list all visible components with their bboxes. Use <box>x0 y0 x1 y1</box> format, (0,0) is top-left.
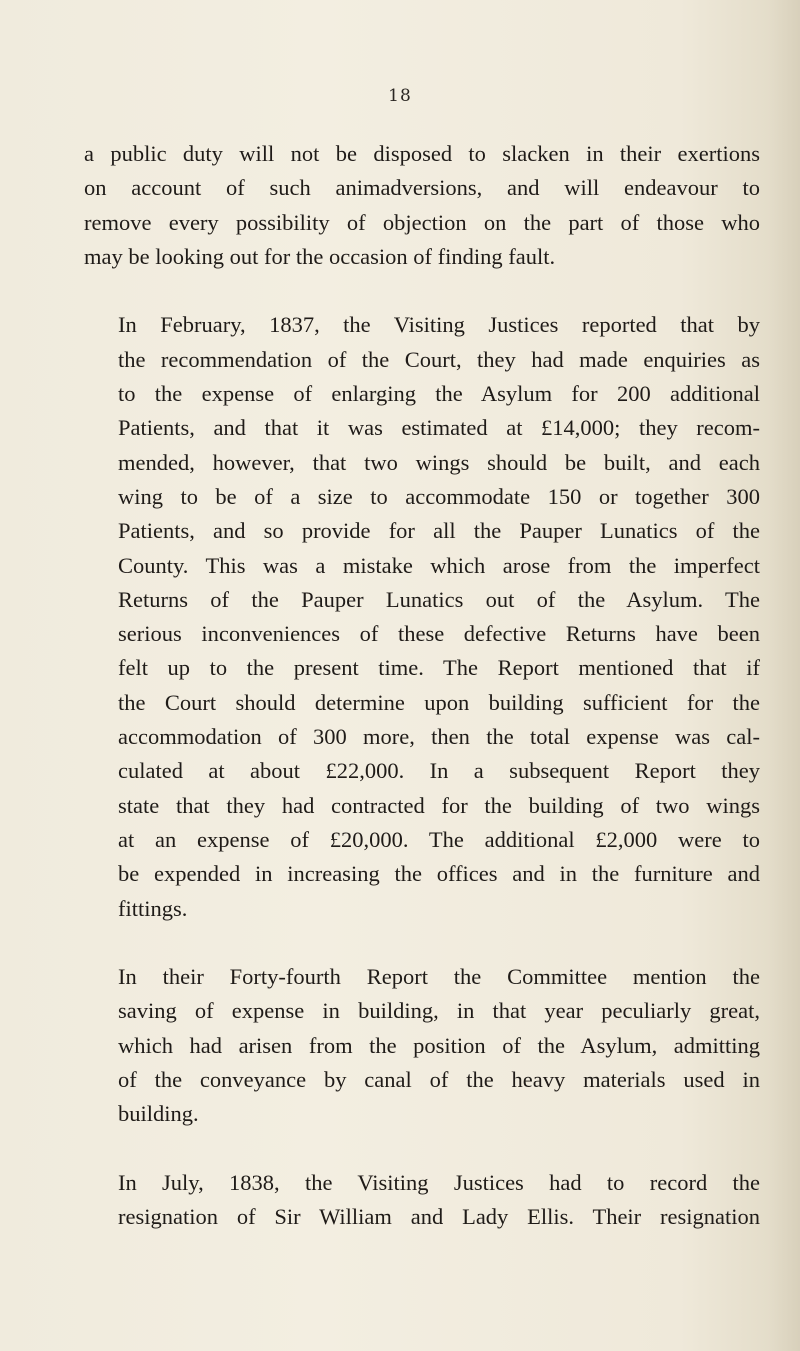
text-line: the Court should determine upon building sufficient for the <box>118 689 760 715</box>
text-line: accommodation of 300 more, then the total expense was cal- <box>118 724 760 750</box>
text-line: mended, however, that two wings should be built, and each <box>118 449 760 475</box>
text-line: of the conveyance by canal of the heavy materials used in <box>118 1067 760 1093</box>
text-line: to the expense of enlarging the Asylum for 200 additional <box>118 381 760 407</box>
paragraph-2 <box>84 308 760 925</box>
paragraph-3 <box>84 960 760 1131</box>
text-line: which had arisen from the position of the Asylum, admitting <box>118 1032 760 1058</box>
text-line: Patients, and so provide for all the Pauper Lunatics of the <box>118 518 760 544</box>
text-line: a public duty will not be disposed to slacken in their exertions <box>84 141 760 166</box>
text-line: fittings. <box>118 895 188 921</box>
text-line: remove every possibility of objection on the part of those who <box>84 209 760 235</box>
page-number: 18 <box>388 86 412 106</box>
text-line: resignation of Sir William and Lady Ellis. Their resignation <box>118 1204 760 1230</box>
text-line: building. <box>118 1101 199 1127</box>
text-line: saving of expense in building, in that year peculiarly great, <box>118 998 760 1024</box>
text-line: Patients, and that it was estimated at £14,000; they recom- <box>118 415 760 441</box>
text-line: may be looking out for the occasion of finding fault. <box>84 243 556 269</box>
paragraph-4 <box>84 1166 760 1235</box>
text-line: County. This was a mistake which arose from the imperfect <box>118 552 760 578</box>
text-line: felt up to the present time. The Report mentioned that if <box>118 655 760 681</box>
text-line: serious inconveniences of these defective Returns have been <box>118 621 760 647</box>
text-line: In their Forty-fourth Report the Committee mention the <box>118 964 760 990</box>
paragraph-1 <box>84 137 760 274</box>
text-line: wing to be of a size to accommodate 150 or together 300 <box>118 483 760 509</box>
text-line: state that they had contracted for the building of two wings <box>118 792 760 818</box>
text-line: In February, 1837, the Visiting Justices reported that by <box>118 312 760 338</box>
text-line: culated at about £22,000. In a subsequent Report they <box>118 758 760 784</box>
text-line: Returns of the Pauper Lunatics out of the Asylum. The <box>118 586 760 612</box>
text-line: the recommendation of the Court, they had made enquiries as <box>118 346 760 372</box>
text-line: In July, 1838, the Visiting Justices had to record the <box>118 1169 760 1195</box>
text-line: on account of such animadversions, and will endeavour to <box>84 175 760 201</box>
text-line: at an expense of £20,000. The additional £2,000 were to <box>118 826 760 852</box>
body-text <box>84 137 760 1269</box>
text-line: be expended in increasing the offices and in the furniture and <box>118 861 760 887</box>
